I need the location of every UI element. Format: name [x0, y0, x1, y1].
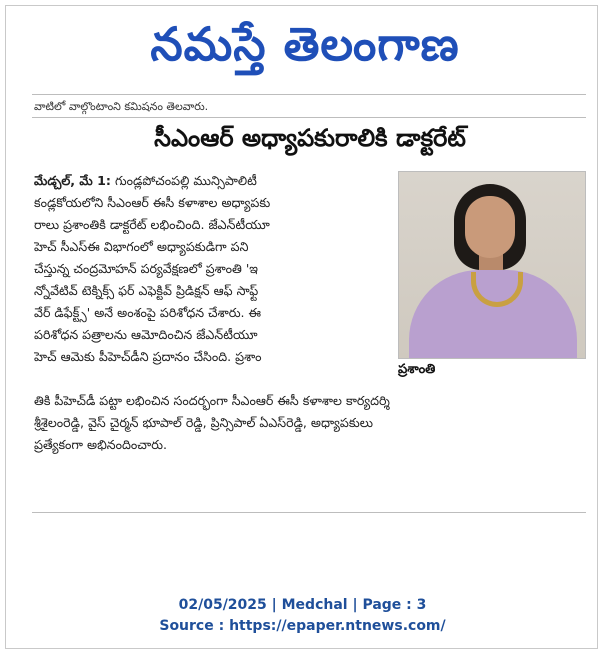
article-dateline: మేడ్చల్, మే 1: [34, 173, 111, 188]
body-line: రాలు ప్రశాంతికి డాక్టరేట్ లభించింది. జేఎన్‌టీయూ [34, 217, 270, 232]
body-line: హెచ్ సీఎస్ఈ విభాగంలో అధ్యాపకుడిగా పని [34, 239, 249, 254]
article-body-narrow [34, 170, 392, 368]
body-line: పరిశోధన పత్రాలను ఆమోదించిన జేఎన్‌టీయూ [34, 327, 258, 342]
masthead-divider [32, 94, 586, 95]
article-headline: సీఎంఆర్ అధ్యాపకురాలికి డాక్టరేట్ [154, 124, 466, 152]
body-line: తికి పీహెచ్‌డీ పట్టా లభించిన సందర్భంగా సీఎంఆర్ ఈసీ కళాశాల కార్యదర్శి [34, 393, 390, 408]
body-line-text: గుండ్లపోచంపల్లి మున్సిపాలిటీ [114, 173, 257, 188]
body-line: హెచ్ ఆమెకు పీహెచ్‌డీని ప్రదానం చేసింది. ప్రశాం [34, 349, 262, 364]
newspaper-masthead: నమస్తే తెలంగాణ [150, 17, 460, 71]
body-line: వేర్ డిఫేక్ట్స్' అనే అంశంపై పరిశోధన చేశారు. ఈ [34, 305, 262, 320]
body-line: న్నోవేటివ్ టెక్నిక్స్ ఫర్ ఎఫెక్టివ్ ప్రిడిక్షన్ ఆఫ్ సాఫ్ట్ [34, 283, 259, 298]
page-footer [0, 595, 605, 637]
footer-date-edition: 02/05/2025 | Medchal | Page : 3 [178, 597, 427, 613]
article-body-wide [34, 390, 584, 456]
body-line: ప్రత్యేకంగా అభినందించారు. [34, 437, 168, 452]
previous-article-line: వాటిలో వాల్గొంటాంని కమిషనం తెలవారు. [34, 100, 209, 113]
footer-source-link[interactable]: Source : https://epaper.ntnews.com/ [159, 618, 446, 634]
body-line: కండ్లకోయలోని సీఎంఆర్ ఈసీ కళాశాల అధ్యాపకు [34, 195, 271, 210]
article-bottom-divider [32, 512, 586, 513]
photo-caption: ప్రశాంతి [398, 362, 436, 377]
body-line [34, 170, 392, 192]
photo-face [465, 196, 515, 258]
body-line: శ్రీశైలంరెడ్డి, వైస్ చైర్మన్ భూపాల్ రెడ్డి, ప్రిన్సిపాల్ ఏఎస్‌రెడ్డి, అధ్యాపకులు [34, 415, 374, 430]
portrait-photo [398, 171, 586, 359]
body-line: చేస్తున్న చంద్రమోహన్ పర్యవేక్షణలో ప్రశాంతి 'ఇ [34, 261, 258, 276]
